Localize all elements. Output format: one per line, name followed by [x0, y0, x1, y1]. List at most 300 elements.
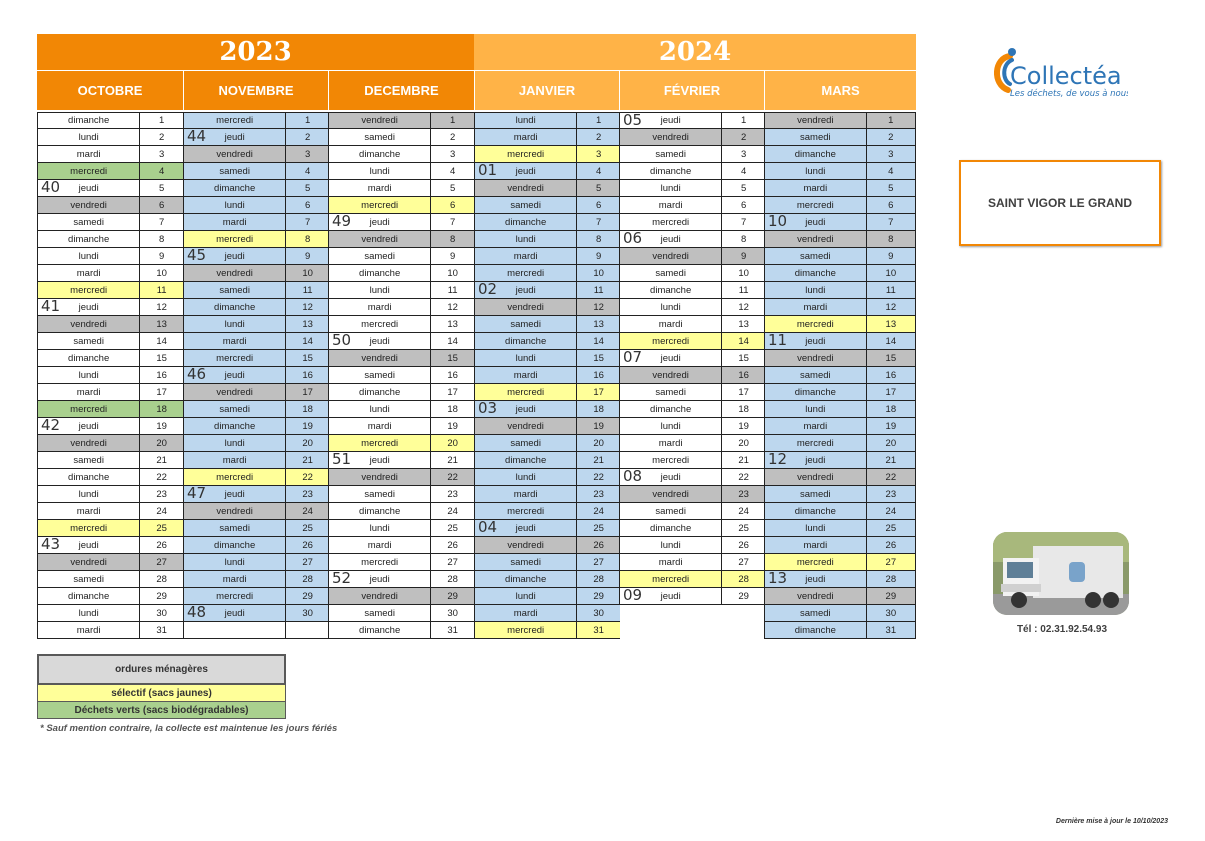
day-name: vendredi	[797, 471, 834, 483]
legend-menageres: ordures ménagères	[37, 654, 286, 685]
day-number: 1	[139, 113, 183, 128]
day-name: dimanche	[505, 454, 547, 466]
day-number: 4	[576, 163, 620, 179]
day-name: mercredi	[507, 267, 545, 279]
day-row	[183, 503, 329, 520]
day-number: 7	[576, 214, 620, 230]
day-row	[328, 214, 474, 231]
day-number: 8	[139, 231, 183, 247]
week-number: 08	[623, 467, 643, 485]
day-number: 25	[576, 520, 620, 536]
day-number: 22	[139, 469, 183, 485]
day-name: vendredi	[652, 131, 689, 143]
day-row	[474, 520, 620, 537]
day-name: mercredi	[796, 318, 834, 330]
collectea-logo-icon	[988, 44, 1128, 104]
day-name: lundi	[515, 233, 536, 245]
day-number: 29	[139, 588, 183, 604]
day-row	[37, 333, 183, 350]
year-header-2024: 2024	[474, 34, 916, 70]
day-row	[619, 401, 765, 418]
day-row	[328, 622, 474, 639]
day-number: 10	[139, 265, 183, 281]
day-row	[764, 622, 916, 639]
day-row	[328, 588, 474, 605]
day-name: mercredi	[652, 573, 690, 585]
day-name: mercredi	[507, 148, 545, 160]
day-row	[328, 469, 474, 486]
day-number: 28	[430, 571, 474, 587]
day-name: dimanche	[359, 267, 401, 279]
day-number: 9	[139, 248, 183, 264]
day-name: mercredi	[796, 199, 834, 211]
day-number: 22	[576, 469, 620, 485]
day-name: dimanche	[214, 182, 256, 194]
month-column-octobre	[37, 112, 183, 639]
month-header-janvier: JANVIER	[474, 70, 619, 110]
day-number: 4	[430, 163, 474, 179]
day-row	[474, 299, 620, 316]
day-number: 24	[139, 503, 183, 519]
day-number: 10	[866, 265, 915, 281]
day-number: 22	[721, 469, 765, 485]
day-number: 23	[576, 486, 620, 502]
day-name: mercredi	[216, 115, 254, 126]
day-row	[183, 452, 329, 469]
day-number: 28	[866, 571, 915, 587]
day-number: 11	[285, 282, 329, 298]
day-name: vendredi	[361, 590, 398, 602]
week-number: 11	[768, 331, 788, 349]
day-number: 17	[285, 384, 329, 400]
day-number: 19	[285, 418, 329, 434]
day-number: 3	[866, 146, 915, 162]
day-name: samedi	[655, 148, 686, 160]
day-number: 24	[866, 503, 915, 519]
day-number: 27	[866, 554, 915, 570]
day-number: 25	[721, 520, 765, 536]
day-row	[474, 401, 620, 418]
day-number: 7	[866, 214, 915, 230]
day-number: 26	[285, 537, 329, 553]
day-number: 25	[866, 520, 915, 536]
day-row	[619, 299, 765, 316]
day-row	[37, 469, 183, 486]
day-number: 31	[866, 622, 915, 638]
day-name: lundi	[805, 403, 826, 415]
week-number: 43	[41, 535, 61, 553]
day-name: samedi	[364, 488, 395, 500]
day-row	[183, 299, 329, 316]
day-row	[474, 180, 620, 197]
day-row	[619, 282, 765, 299]
day-name: dimanche	[505, 335, 547, 347]
day-row	[183, 197, 329, 214]
day-number: 14	[576, 333, 620, 349]
day-number: 18	[139, 401, 183, 417]
day-name: samedi	[655, 386, 686, 398]
day-name: samedi	[510, 556, 541, 568]
week-number: 07	[623, 348, 643, 366]
day-name: samedi	[364, 250, 395, 262]
day-name: mardi	[513, 131, 538, 143]
day-name: samedi	[800, 607, 831, 619]
day-number: 29	[866, 588, 915, 604]
empty-row	[183, 622, 329, 639]
day-row	[474, 588, 620, 605]
day-number: 2	[866, 129, 915, 145]
day-row	[764, 129, 916, 146]
day-name: vendredi	[361, 352, 398, 364]
day-name: lundi	[660, 539, 681, 551]
day-row	[37, 112, 183, 129]
day-name: lundi	[805, 284, 826, 296]
day-row	[474, 622, 620, 639]
day-name: dimanche	[794, 624, 836, 636]
day-name: dimanche	[794, 148, 836, 160]
day-row	[37, 605, 183, 622]
day-name: samedi	[364, 131, 395, 143]
day-name: vendredi	[797, 352, 834, 364]
day-name: dimanche	[505, 573, 547, 585]
day-name: vendredi	[797, 115, 834, 126]
day-row	[619, 248, 765, 265]
day-number: 18	[285, 401, 329, 417]
day-name: mardi	[367, 539, 392, 551]
day-number: 31	[430, 622, 474, 638]
month-column-mars	[764, 112, 916, 639]
day-row	[37, 265, 183, 282]
day-number: 24	[576, 503, 620, 519]
day-number: 6	[576, 197, 620, 213]
day-name: dimanche	[214, 539, 256, 551]
day-name: lundi	[515, 115, 536, 126]
day-number: 18	[866, 401, 915, 417]
day-row	[764, 469, 916, 486]
day-name: mercredi	[216, 352, 254, 364]
day-row	[37, 452, 183, 469]
day-row	[328, 231, 474, 248]
day-number: 13	[866, 316, 915, 332]
day-row	[183, 129, 329, 146]
day-name: lundi	[224, 556, 245, 568]
day-name: vendredi	[216, 505, 253, 517]
week-number: 46	[187, 365, 207, 383]
last-updated: Dernière mise à jour le 10/10/2023	[1055, 818, 1168, 825]
day-row	[37, 588, 183, 605]
day-row	[183, 180, 329, 197]
day-row	[328, 520, 474, 537]
day-row	[37, 554, 183, 571]
day-number: 12	[721, 299, 765, 315]
legend	[37, 654, 286, 719]
day-number: 6	[139, 197, 183, 213]
day-row	[619, 384, 765, 401]
day-number: 8	[430, 231, 474, 247]
day-number: 8	[285, 231, 329, 247]
day-row	[37, 384, 183, 401]
day-number: 2	[576, 129, 620, 145]
day-row	[764, 163, 916, 180]
day-number: 11	[721, 282, 765, 298]
holiday-note: * Sauf mention contraire, la collecte est maintenue les jours fériés	[40, 723, 338, 734]
day-row	[328, 367, 474, 384]
day-row	[619, 367, 765, 384]
day-name: samedi	[364, 369, 395, 381]
day-number: 13	[576, 316, 620, 332]
week-number: 03	[478, 399, 498, 417]
week-number: 41	[41, 297, 61, 315]
day-number: 1	[721, 113, 765, 128]
day-name: lundi	[515, 352, 536, 364]
day-number: 11	[430, 282, 474, 298]
day-name: mercredi	[216, 233, 254, 245]
day-name: mardi	[367, 420, 392, 432]
day-name: lundi	[224, 199, 245, 211]
day-number: 23	[866, 486, 915, 502]
day-number: 26	[430, 537, 474, 553]
day-row	[328, 129, 474, 146]
day-name: dimanche	[505, 216, 547, 228]
day-name: lundi	[78, 607, 99, 619]
day-number: 25	[285, 520, 329, 536]
day-row	[37, 503, 183, 520]
day-name: lundi	[78, 131, 99, 143]
week-number: 52	[332, 569, 352, 587]
day-name: mardi	[222, 454, 247, 466]
day-number: 9	[576, 248, 620, 264]
day-row	[183, 163, 329, 180]
day-name: lundi	[805, 522, 826, 534]
day-row	[764, 367, 916, 384]
day-name: mardi	[803, 182, 828, 194]
day-name: dimanche	[650, 403, 692, 415]
day-row	[328, 146, 474, 163]
day-number: 16	[576, 367, 620, 383]
day-number: 9	[866, 248, 915, 264]
day-row	[764, 146, 916, 163]
day-number: 8	[866, 231, 915, 247]
day-row	[474, 469, 620, 486]
week-number: 04	[478, 518, 498, 536]
day-row	[764, 180, 916, 197]
week-number: 01	[478, 161, 498, 179]
day-number: 24	[430, 503, 474, 519]
day-name: vendredi	[361, 233, 398, 245]
day-name: lundi	[369, 284, 390, 296]
day-number: 26	[139, 537, 183, 553]
day-number: 30	[430, 605, 474, 621]
day-row	[764, 503, 916, 520]
week-number: 42	[41, 416, 61, 434]
day-row	[619, 537, 765, 554]
day-name: mardi	[367, 301, 392, 313]
day-name: vendredi	[652, 250, 689, 262]
day-number: 26	[576, 537, 620, 553]
day-name: 01 jeudi	[478, 161, 536, 179]
day-name: mercredi	[70, 403, 108, 415]
day-number: 13	[430, 316, 474, 332]
day-number: 27	[430, 554, 474, 570]
day-name: samedi	[219, 522, 250, 534]
day-number: 20	[721, 435, 765, 451]
day-name: samedi	[219, 165, 250, 177]
day-name: 12 jeudi	[768, 450, 826, 468]
day-row	[764, 401, 916, 418]
week-number: 06	[623, 229, 643, 247]
day-number: 5	[139, 180, 183, 196]
day-name: dimanche	[359, 386, 401, 398]
day-number: 10	[430, 265, 474, 281]
day-name: mardi	[513, 369, 538, 381]
month-header-février: FÉVRIER	[619, 70, 764, 110]
day-number: 7	[721, 214, 765, 230]
day-name: dimanche	[359, 505, 401, 517]
day-number: 16	[866, 367, 915, 383]
day-row	[328, 503, 474, 520]
day-number: 21	[139, 452, 183, 468]
day-name: 45 jeudi	[187, 246, 245, 264]
day-number: 7	[285, 214, 329, 230]
day-number: 28	[576, 571, 620, 587]
day-row	[328, 537, 474, 554]
day-row	[619, 146, 765, 163]
week-number: 45	[187, 246, 207, 264]
day-row	[474, 214, 620, 231]
day-number: 16	[721, 367, 765, 383]
day-name: vendredi	[70, 437, 107, 449]
day-number: 28	[285, 571, 329, 587]
day-row	[619, 197, 765, 214]
day-number: 17	[866, 384, 915, 400]
day-name: vendredi	[216, 148, 253, 160]
day-name: 48 jeudi	[187, 603, 245, 621]
week-number: 40	[41, 178, 61, 196]
day-name: 47 jeudi	[187, 484, 245, 502]
day-name: mardi	[76, 505, 101, 517]
day-name: mercredi	[507, 386, 545, 398]
day-name: 52 jeudi	[332, 569, 390, 587]
day-row	[474, 605, 620, 622]
week-number: 47	[187, 484, 207, 502]
day-row	[764, 265, 916, 282]
day-name: vendredi	[797, 590, 834, 602]
day-row	[764, 537, 916, 554]
day-row	[183, 248, 329, 265]
day-name: mardi	[513, 250, 538, 262]
day-row	[474, 418, 620, 435]
day-number: 11	[139, 282, 183, 298]
day-row	[183, 537, 329, 554]
day-number: 14	[430, 333, 474, 349]
day-name: dimanche	[68, 233, 110, 245]
day-row	[328, 452, 474, 469]
day-name: 40 jeudi	[41, 178, 99, 196]
day-name: 49 jeudi	[332, 212, 390, 230]
day-row	[37, 537, 183, 554]
day-number: 15	[139, 350, 183, 366]
day-row	[37, 571, 183, 588]
day-name: vendredi	[361, 115, 398, 126]
day-row	[37, 367, 183, 384]
collectea-logo	[988, 44, 1128, 104]
day-number: 3	[430, 146, 474, 162]
week-number: 50	[332, 331, 352, 349]
day-number: 15	[866, 350, 915, 366]
day-number: 19	[139, 418, 183, 434]
day-row	[37, 435, 183, 452]
day-name: lundi	[660, 420, 681, 432]
day-name: samedi	[73, 216, 104, 228]
day-row	[619, 486, 765, 503]
day-row	[619, 503, 765, 520]
day-number: 15	[430, 350, 474, 366]
day-row	[764, 248, 916, 265]
day-number: 22	[285, 469, 329, 485]
day-number: 1	[285, 113, 329, 128]
day-name: mercredi	[652, 454, 690, 466]
day-number: 9	[721, 248, 765, 264]
day-number: 4	[285, 163, 329, 179]
day-name: samedi	[800, 250, 831, 262]
week-number: 13	[768, 569, 788, 587]
day-number: 13	[139, 316, 183, 332]
day-row	[764, 384, 916, 401]
day-name: dimanche	[68, 471, 110, 483]
empty-cell	[285, 622, 329, 638]
day-number: 14	[866, 333, 915, 349]
day-row	[183, 146, 329, 163]
day-number: 13	[285, 316, 329, 332]
day-number: 21	[285, 452, 329, 468]
day-name: dimanche	[359, 624, 401, 636]
day-name: mardi	[222, 216, 247, 228]
day-number: 19	[576, 418, 620, 434]
month-header-octobre: OCTOBRE	[37, 70, 183, 110]
day-row	[183, 265, 329, 282]
day-name: mercredi	[652, 216, 690, 228]
day-name: mercredi	[652, 335, 690, 347]
day-row	[474, 112, 620, 129]
day-number: 29	[285, 588, 329, 604]
day-name: 46 jeudi	[187, 365, 245, 383]
day-number: 30	[285, 605, 329, 621]
day-name: 06 jeudi	[623, 229, 681, 247]
day-row	[619, 418, 765, 435]
day-row	[183, 214, 329, 231]
day-number: 21	[430, 452, 474, 468]
day-number: 10	[576, 265, 620, 281]
day-name: samedi	[510, 437, 541, 449]
day-row	[764, 571, 916, 588]
day-name: vendredi	[507, 420, 544, 432]
day-name: dimanche	[214, 301, 256, 313]
day-name: vendredi	[507, 539, 544, 551]
day-number: 4	[866, 163, 915, 179]
day-row	[183, 418, 329, 435]
day-row	[474, 452, 620, 469]
day-name: 02 jeudi	[478, 280, 536, 298]
week-number: 48	[187, 603, 207, 621]
day-name: mercredi	[70, 522, 108, 534]
day-name: mardi	[658, 199, 683, 211]
day-name: 04 jeudi	[478, 518, 536, 536]
day-number: 10	[721, 265, 765, 281]
day-number: 21	[576, 452, 620, 468]
day-number: 9	[285, 248, 329, 264]
day-name: vendredi	[652, 488, 689, 500]
day-number: 11	[576, 282, 620, 298]
